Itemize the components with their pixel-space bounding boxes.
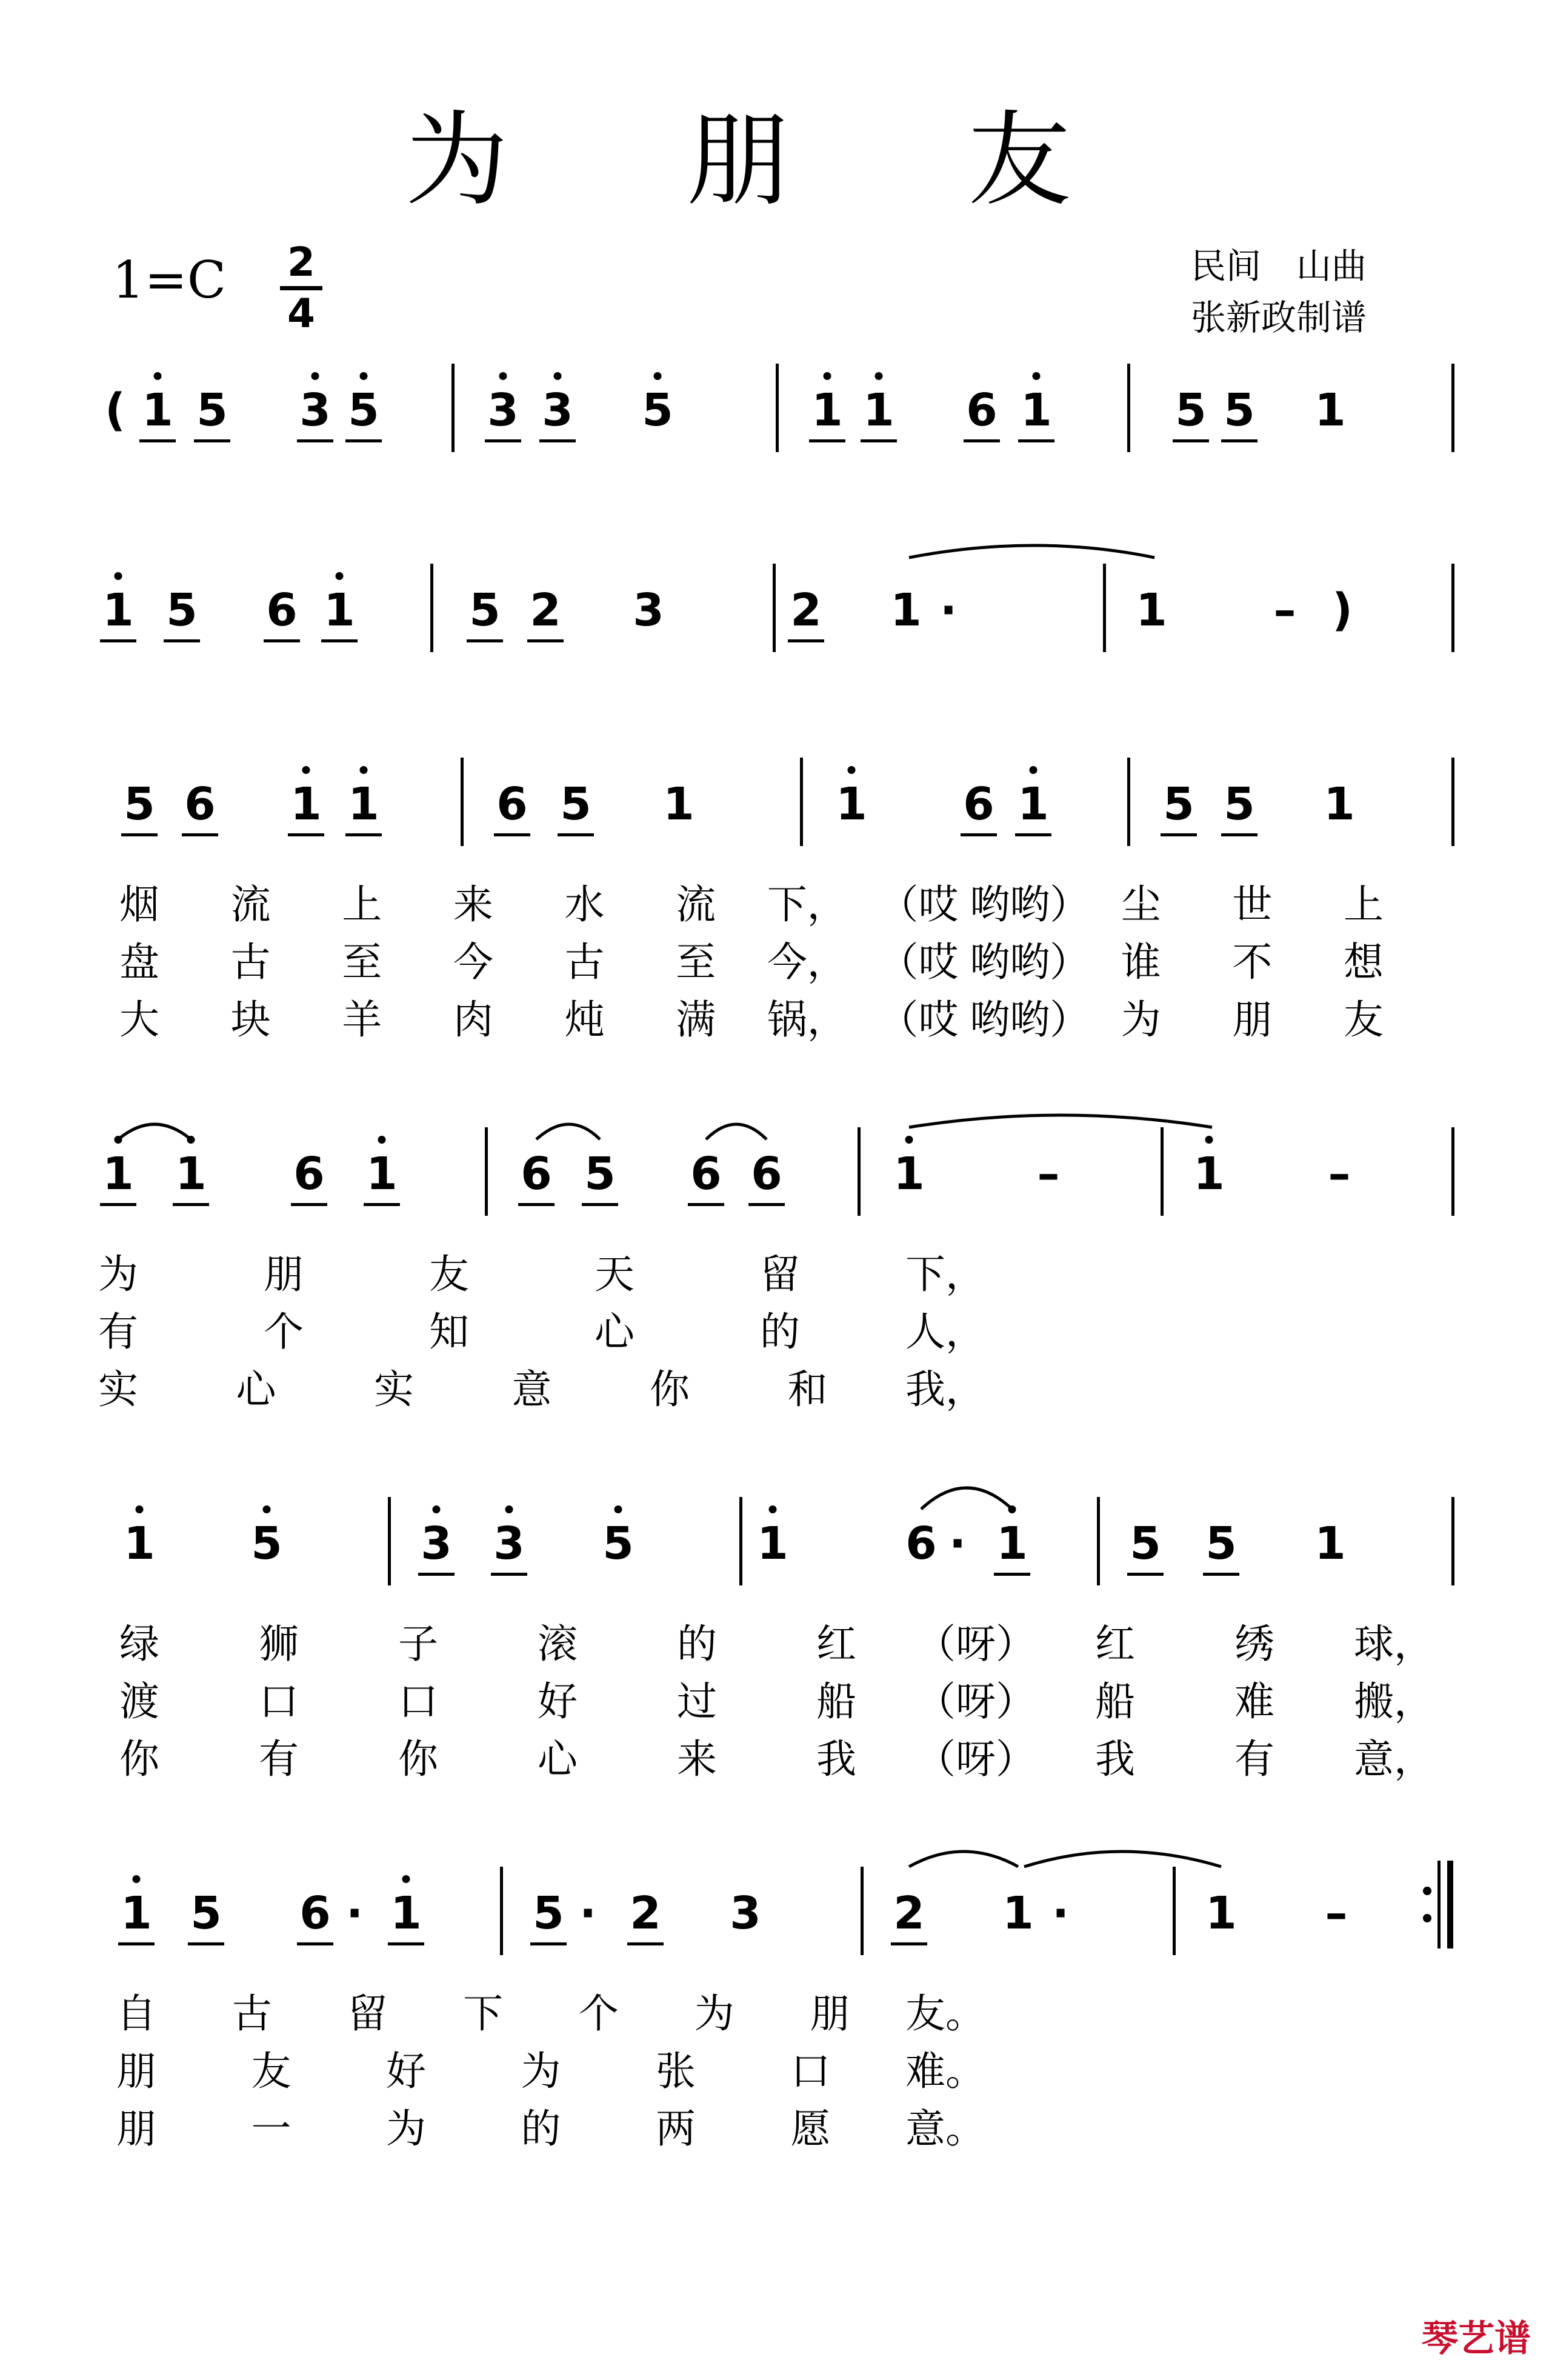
note: 6 <box>184 778 216 830</box>
lyric-syllable: 的 <box>521 2105 561 2152</box>
lyric-syllable: 红 <box>816 1621 856 1667</box>
lyric-syllable: 红 <box>1095 1621 1135 1667</box>
final-barline-thick <box>1447 1861 1453 1948</box>
lyric-syllable: 知 <box>429 1308 469 1355</box>
note: 1 <box>663 778 695 830</box>
lyric-syllable: 烟 <box>119 881 159 928</box>
lyric-syllable: 锅， <box>767 996 847 1043</box>
note: – <box>1273 584 1296 636</box>
note: 1 <box>102 1148 134 1200</box>
lyric-syllable: 不 <box>1232 939 1273 985</box>
note: 1 <box>1002 1887 1034 1939</box>
note: 1 <box>175 1148 207 1200</box>
lyric-syllable: 古 <box>564 939 605 985</box>
lyric-syllable: 至 <box>342 939 382 985</box>
lyric-syllable: 尘 <box>1121 881 1161 928</box>
lyric-syllable: 好 <box>538 1678 578 1725</box>
lyric-syllable: （哎 <box>878 881 959 928</box>
note: 6 <box>905 1518 937 1570</box>
lyric-syllable: 哟哟） <box>970 881 1090 928</box>
lyric-syllable: （呀） <box>916 1621 1036 1667</box>
note: 5 <box>533 1887 564 1939</box>
note: 5 <box>1224 778 1255 830</box>
lyric-syllable: 我 <box>816 1736 856 1782</box>
lyric-syllable: 有 <box>98 1308 138 1355</box>
lyric-syllable: 世 <box>1232 881 1273 928</box>
tie <box>909 1115 1212 1127</box>
lyric-syllable: 朋 <box>116 2048 156 2095</box>
lyric-syllable: 你 <box>398 1736 438 1782</box>
lyric-syllable: 想 <box>1344 939 1384 985</box>
note: 1 <box>811 384 843 436</box>
note: 1 <box>890 584 922 636</box>
lyric-syllable: 心 <box>538 1736 578 1782</box>
note: 6 <box>266 584 298 636</box>
note: 5 <box>1175 384 1207 436</box>
lyric-syllable: 友 <box>251 2048 291 2095</box>
lyric-syllable: 意， <box>1354 1736 1434 1782</box>
lyric-syllable: 自 <box>116 1990 156 2037</box>
final-barline-thin <box>1437 1861 1441 1948</box>
key-signature: 1=C <box>112 250 227 310</box>
note: 6 <box>496 778 528 830</box>
note: – <box>1325 1887 1348 1939</box>
lyric-syllable: 下， <box>905 1251 985 1298</box>
lyric-syllable: 流 <box>230 881 271 928</box>
note: 1 <box>121 1887 152 1939</box>
lyric-syllable: 个 <box>264 1308 304 1355</box>
tie <box>1024 1852 1221 1867</box>
note: ( <box>105 384 125 436</box>
lyric-syllable: 大 <box>119 996 159 1043</box>
lyric-syllable: 上 <box>1344 881 1384 928</box>
lyric-syllable: 两 <box>656 2105 696 2152</box>
time-numerator: 2 <box>287 239 315 285</box>
lyric-syllable: 子 <box>398 1621 438 1667</box>
note: 5 <box>348 384 379 436</box>
note: 6 <box>521 1148 552 1200</box>
lyric-syllable: 友 <box>429 1251 469 1298</box>
lyric-syllable: 盘 <box>119 939 159 985</box>
note: 1 <box>290 778 322 830</box>
note: 3 <box>487 384 519 436</box>
note: ) <box>1332 584 1353 636</box>
lyric-syllable: 过 <box>677 1678 717 1725</box>
note: 5 <box>1224 384 1255 436</box>
lyric-syllable: 流 <box>676 881 716 928</box>
lyric-syllable: 你 <box>119 1736 159 1782</box>
lyric-syllable: 球， <box>1354 1621 1434 1667</box>
lyric-syllable: 肉 <box>453 996 493 1043</box>
lyric-syllable: 下 <box>463 1990 504 2037</box>
note: 1 <box>1021 384 1052 436</box>
tie <box>706 1124 767 1139</box>
note: 6 <box>690 1148 722 1200</box>
lyric-syllable: 意 <box>511 1366 552 1413</box>
time-denominator: 4 <box>287 290 315 337</box>
lyric-syllable: 为 <box>521 2048 561 2095</box>
lyric-syllable: 满 <box>676 996 716 1043</box>
lyric-syllable: 上 <box>342 881 382 928</box>
note: 2 <box>630 1887 661 1939</box>
note: 1 <box>390 1887 422 1939</box>
lyric-syllable: 狮 <box>259 1621 299 1667</box>
song-title: 为 朋 友 <box>405 101 1144 221</box>
lyric-syllable: 留 <box>760 1251 800 1298</box>
credit-origin: 民间 山曲 <box>1191 245 1367 287</box>
note: 2 <box>790 584 822 636</box>
note: 3 <box>421 1518 452 1570</box>
note: 3 <box>633 584 664 636</box>
lyric-syllable: 一 <box>251 2105 291 2152</box>
lyric-syllable: 下， <box>767 881 847 928</box>
lyric-syllable: 的 <box>677 1621 717 1667</box>
lyric-syllable: 你 <box>650 1366 690 1413</box>
lyric-syllable: 今 <box>453 939 493 985</box>
note: 1 <box>996 1518 1028 1570</box>
lyric-syllable: 人， <box>905 1308 985 1355</box>
note: 1 <box>324 584 355 636</box>
note: · <box>579 1887 597 1939</box>
lyric-syllable: （呀） <box>916 1736 1036 1782</box>
note: 1 <box>1018 778 1049 830</box>
repeat-dot <box>1423 1887 1431 1895</box>
lyric-syllable: 为 <box>1121 996 1161 1043</box>
lyric-syllable: 哟哟） <box>970 996 1090 1043</box>
note: 2 <box>893 1887 925 1939</box>
lyric-syllable: 我， <box>905 1366 985 1413</box>
note: 1 <box>893 1148 925 1200</box>
note: 6 <box>293 1148 325 1200</box>
lyric-syllable: 有 <box>259 1736 299 1782</box>
lyric-syllable: 块 <box>230 996 271 1043</box>
lyric-syllable: 哟哟） <box>970 939 1090 985</box>
lyric-syllable: 个 <box>578 1990 619 2037</box>
lyric-syllable: 为 <box>98 1251 138 1298</box>
lyric-syllable: （呀） <box>916 1678 1036 1725</box>
lyric-syllable: 友 <box>1344 996 1384 1043</box>
lyric-syllable: 意。 <box>905 2105 985 2152</box>
lyric-syllable: 朋 <box>116 2105 156 2152</box>
note: 5 <box>1163 778 1194 830</box>
lyric-syllable: 的 <box>760 1308 800 1355</box>
lyric-syllable: 渡 <box>119 1678 159 1725</box>
lyric-syllable: （哎 <box>878 939 959 985</box>
note: 5 <box>124 778 155 830</box>
note: 5 <box>1205 1518 1237 1570</box>
note: 1 <box>1314 384 1346 436</box>
note: 5 <box>190 1887 222 1939</box>
note: 6 <box>966 384 998 436</box>
tie <box>909 545 1154 558</box>
note: 1 <box>757 1518 788 1570</box>
note: 3 <box>542 384 573 436</box>
lyric-syllable: 船 <box>816 1678 856 1725</box>
lyric-syllable: 至 <box>676 939 716 985</box>
note: 1 <box>348 778 379 830</box>
note: 6 <box>963 778 994 830</box>
lyric-syllable: 心 <box>595 1308 635 1355</box>
note: 5 <box>166 584 198 636</box>
note: 1 <box>366 1148 398 1200</box>
note: 5 <box>196 384 228 436</box>
note: 1 <box>863 384 894 436</box>
lyric-syllable: 难 <box>1234 1678 1274 1725</box>
lyric-syllable: 张 <box>656 2048 696 2095</box>
note: 1 <box>102 584 134 636</box>
lyric-syllable: 炖 <box>564 996 605 1043</box>
note: 1 <box>1136 584 1167 636</box>
lyric-syllable: 朋 <box>810 1990 850 2037</box>
credit-arranger: 张新政制谱 <box>1191 297 1367 338</box>
lyric-syllable: 为 <box>694 1990 735 2037</box>
lyric-syllable: 好 <box>386 2048 426 2095</box>
note: 1 <box>124 1518 155 1570</box>
note: 1 <box>1314 1518 1346 1570</box>
lyric-syllable: 友。 <box>905 1990 985 2037</box>
lyric-syllable: 和 <box>787 1366 828 1413</box>
lyric-syllable: 留 <box>347 1990 388 2037</box>
note: 5 <box>469 584 501 636</box>
tie <box>536 1124 600 1139</box>
note: 5 <box>602 1518 634 1570</box>
lyric-syllable: 水 <box>564 881 605 928</box>
note: 5 <box>642 384 673 436</box>
note: 6 <box>299 1887 331 1939</box>
watermark-logo: 琴艺谱 <box>1422 2318 1531 2360</box>
lyric-syllable: 朋 <box>1232 996 1273 1043</box>
note: 1 <box>1193 1148 1225 1200</box>
note: 5 <box>1130 1518 1161 1570</box>
note: 1 <box>142 384 173 436</box>
note: 1 <box>1205 1887 1237 1939</box>
note: – <box>1037 1148 1060 1200</box>
lyric-syllable: 口 <box>790 2048 831 2095</box>
lyric-syllable: 古 <box>232 1990 272 2037</box>
lyric-syllable: 实 <box>374 1366 414 1413</box>
lyric-syllable: 羊 <box>342 996 382 1043</box>
note: 3 <box>299 384 331 436</box>
tie <box>909 1852 1018 1867</box>
lyric-syllable: 难。 <box>905 2048 985 2095</box>
lyric-syllable: 心 <box>236 1366 276 1413</box>
note: · <box>1051 1887 1070 1939</box>
note: · <box>948 1518 967 1570</box>
lyric-syllable: 我 <box>1095 1736 1135 1782</box>
note: · <box>939 584 958 636</box>
lyric-syllable: 来 <box>453 881 493 928</box>
note: 6 <box>751 1148 782 1200</box>
note: 3 <box>493 1518 525 1570</box>
lyric-syllable: 口 <box>398 1678 438 1725</box>
tie <box>921 1488 1012 1509</box>
note: 1 <box>836 778 867 830</box>
lyric-syllable: 天 <box>595 1251 635 1298</box>
lyric-syllable: 实 <box>98 1366 138 1413</box>
lyric-syllable: 古 <box>230 939 271 985</box>
note: 5 <box>584 1148 616 1200</box>
lyric-syllable: 今， <box>767 939 847 985</box>
lyric-syllable: 谁 <box>1121 939 1161 985</box>
note: · <box>345 1887 364 1939</box>
lyric-syllable: （哎 <box>878 996 959 1043</box>
note: 3 <box>730 1887 761 1939</box>
lyric-syllable: 来 <box>677 1736 717 1782</box>
lyric-syllable: 滚 <box>538 1621 578 1667</box>
note: – <box>1328 1148 1351 1200</box>
lyric-syllable: 搬， <box>1354 1678 1434 1725</box>
repeat-dot <box>1423 1914 1431 1922</box>
lyric-syllable: 为 <box>386 2105 426 2152</box>
note: 2 <box>530 584 561 636</box>
lyric-syllable: 有 <box>1234 1736 1274 1782</box>
lyric-syllable: 愿 <box>790 2105 831 2152</box>
lyric-syllable: 船 <box>1095 1678 1135 1725</box>
tie <box>118 1124 191 1139</box>
lyric-syllable: 绣 <box>1234 1621 1274 1667</box>
note: 5 <box>251 1518 282 1570</box>
lyric-syllable: 朋 <box>264 1251 304 1298</box>
note: 5 <box>560 778 591 830</box>
lyric-syllable: 绿 <box>119 1621 159 1667</box>
note: 1 <box>1324 778 1355 830</box>
lyric-syllable: 口 <box>259 1678 299 1725</box>
